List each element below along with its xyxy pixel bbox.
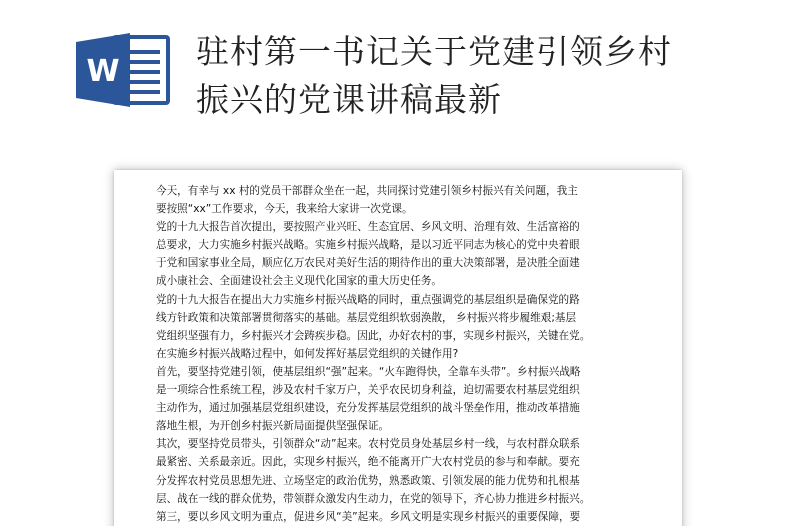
word-icon-line <box>128 60 160 64</box>
document-line: 层、战在一线的群众优势，带领群众激发内生动力，在党的领导下，齐心协力推进乡村振兴。 <box>156 492 591 505</box>
document-line: 分发挥农村党员思想先进、立场坚定的政治优势，熟悉政策、引领发展的能力优势和扎根基 <box>156 474 580 487</box>
document-line: 落地生根，为开创乡村振兴新局面提供坚强保证。 <box>156 420 390 433</box>
document-line: 在实施乡村振兴战略过程中，如何发挥好基层党组织的关键作用? <box>156 347 459 360</box>
word-document-icon <box>72 33 172 107</box>
document-body <box>156 182 646 526</box>
document-line: 于党和国家事业全局，顺应亿万农民对美好生活的期待作出的重大决策部署，是决胜全面建 <box>156 257 580 270</box>
document-line: 线方针政策和决策部署贯彻落实的基础。基层党组织软弱涣散， 乡村振兴将步履维艰;基层 <box>156 311 577 324</box>
document-line: 党组织坚强有力，乡村振兴才会踌疾步稳。因此，办好农村的事，实现乡村振兴，关键在党。 <box>156 329 591 342</box>
document-line: 总要求，大力实施乡村振兴战略。实施乡村振兴战略，是以习近平同志为核心的党中央着眼 <box>156 239 580 252</box>
document-line: 主动作为，通过加强基层党组织建设，充分发挥基层党组织的战斗堡垒作用，推动改革措施 <box>156 402 580 415</box>
document-line: 其次，要坚持党员带头，引领群众“动”起来。农村党员身处基层乡村一线，与农村群众联系 <box>156 438 581 451</box>
document-line: 党的十九大报告在提出大力实施乡村振兴战略的同时，重点强调党的基层组织是确保党的路 <box>156 293 580 306</box>
page-title-line-1: 驻村第一书记关于党建引领乡村 <box>196 32 672 71</box>
word-icon-line <box>128 50 160 54</box>
word-icon-line <box>128 70 160 74</box>
word-icon-line <box>128 90 160 94</box>
document-page-preview <box>114 170 682 526</box>
document-line: 今天，有幸与 xx 村的党员干部群众坐在一起，共同探讨党建引领乡村振兴有关问题，我主 <box>156 185 578 197</box>
document-line: 第三，要以乡风文明为重点，促进乡风“美”起来。乡风文明是实现乡村振兴的重要保障，要 <box>156 510 581 523</box>
document-line: 最紧密、关系最亲近。因此，实现乡村振兴，绝不能离开广大农村党员的参与和奉献。要充 <box>156 456 580 469</box>
word-icon-line <box>128 80 160 84</box>
word-icon-letter: W <box>86 54 120 89</box>
page-title <box>196 28 766 124</box>
document-line: 要按照“xx”工作要求，今天，我来给大家讲一次党课。 <box>156 203 413 216</box>
page-title-line-2: 振兴的党课讲稿最新 <box>196 80 502 119</box>
document-header <box>0 0 800 165</box>
document-line: 党的十九大报告首次提出，要按照产业兴旺、生态宜居、乡风文明、治理有效、生活富裕的 <box>156 221 580 234</box>
document-line: 成小康社会、全面建设社会主义现代化国家的重大历史任务。 <box>156 275 443 288</box>
document-line: 是一项综合性系统工程，涉及农村千家万户，关乎农民切身利益，迫切需要农村基层党组织 <box>156 384 580 397</box>
document-line: 首先，要坚持党建引领，使基层组织“强”起来。“火车跑得快，全靠车头带”。乡村振兴战略 <box>156 365 581 378</box>
